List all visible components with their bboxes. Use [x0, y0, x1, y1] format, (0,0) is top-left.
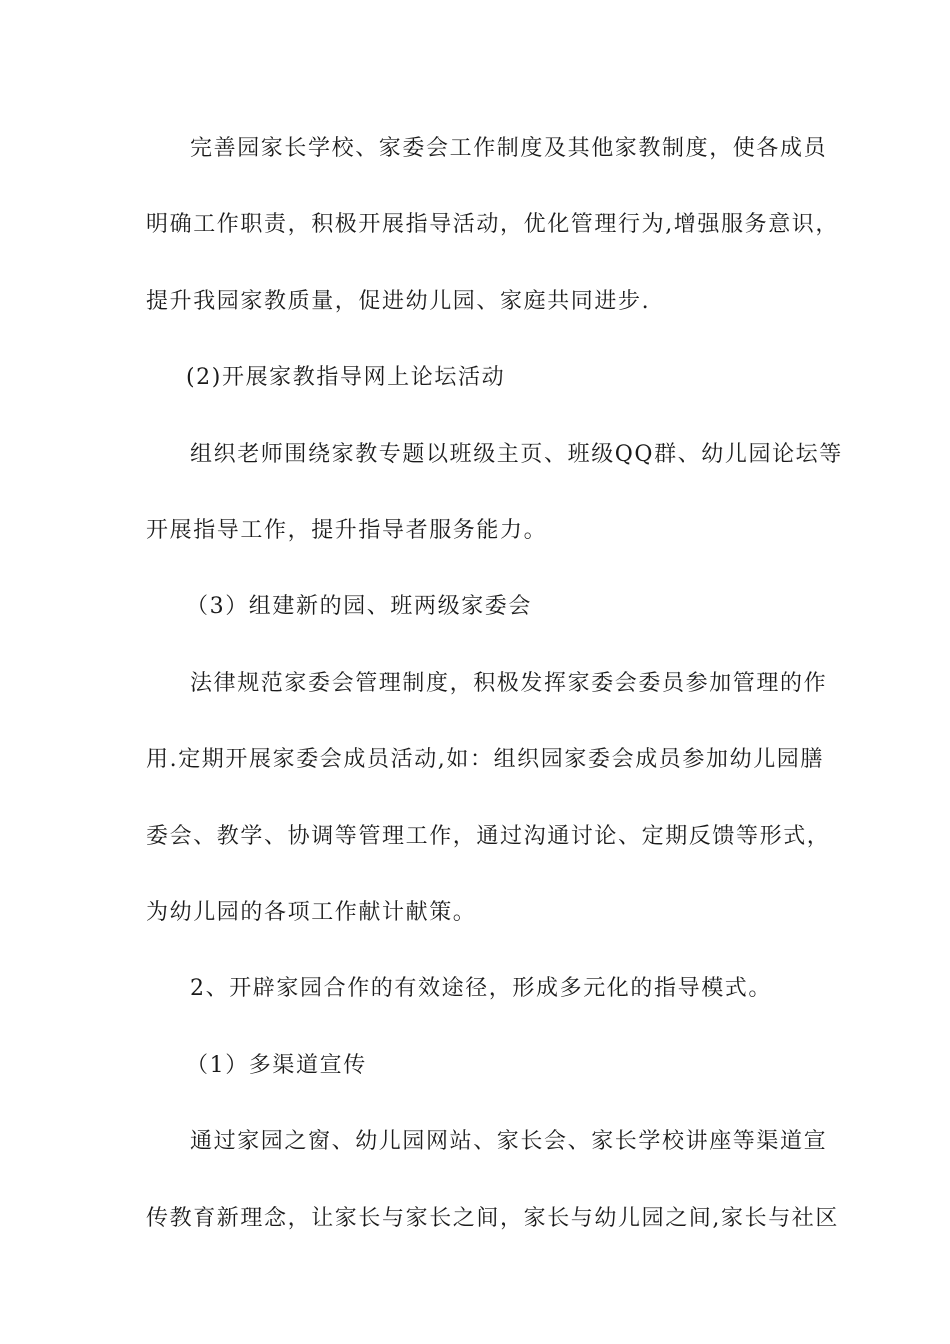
paragraph-line: 组织老师围绕家教专题以班级主页、班级QQ群、幼儿园论坛等: [190, 442, 843, 467]
section-heading: （1）多渠道宣传: [186, 1053, 367, 1078]
paragraph-line: 提升我园家教质量，促进幼儿园、家庭共同进步.: [146, 289, 651, 314]
paragraph-line: 为幼儿园的各项工作献计献策。: [146, 900, 477, 925]
section-heading: 2、开辟家园合作的有效途径，形成多元化的指导模式。: [190, 976, 772, 1001]
paragraph-line: 委会、教学、协调等管理工作，通过沟通讨论、定期反馈等形式，: [146, 824, 831, 849]
paragraph-line: 完善园家长学校、家委会工作制度及其他家教制度，使各成员: [190, 136, 828, 161]
paragraph-line: 传教育新理念，让家长与家长之间，家长与幼儿园之间,家长与社区: [146, 1206, 839, 1231]
section-heading: （3）组建新的园、班两级家委会: [186, 594, 532, 619]
paragraph-line: 用.定期开展家委会成员活动,如：组织园家委会成员参加幼儿园膳: [146, 747, 824, 772]
paragraph-line: 通过家园之窗、幼儿园网站、家长会、家长学校讲座等渠道宣: [190, 1129, 828, 1154]
paragraph-line: 明确工作职责，积极开展指导活动，优化管理行为,增强服务意识，: [146, 212, 839, 237]
paragraph-line: 开展指导工作，提升指导者服务能力。: [146, 518, 548, 543]
section-heading: (2)开展家教指导网上论坛活动: [186, 365, 506, 390]
paragraph-line: 法律规范家委会管理制度，积极发挥家委会委员参加管理的作: [190, 671, 828, 696]
